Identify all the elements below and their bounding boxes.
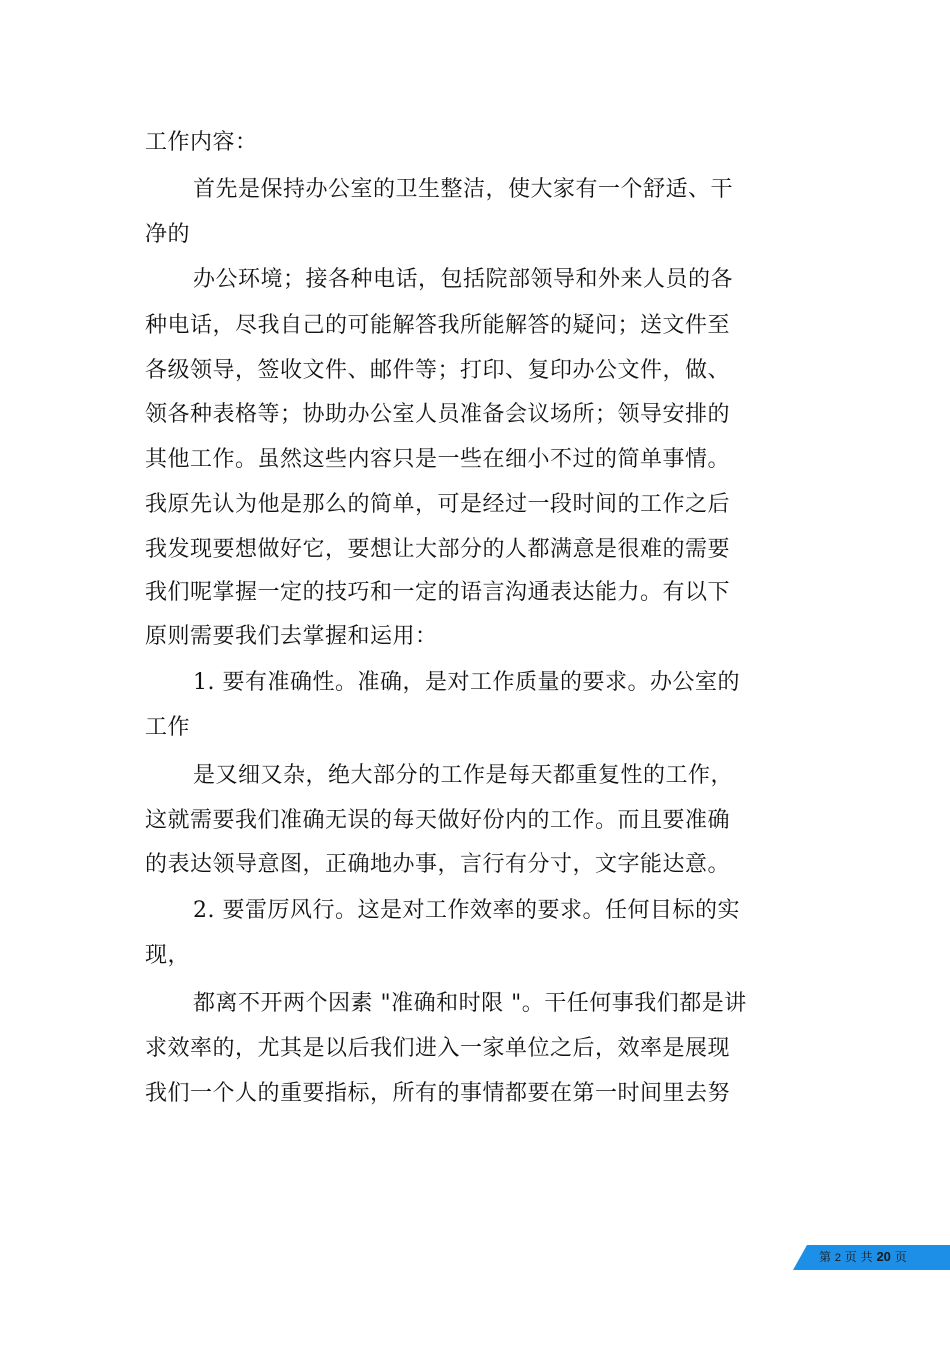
text-line: 这就需要我们准确无误的每天做好份内的工作。而且要准确 — [145, 808, 731, 833]
text-line: 工作内容： — [145, 130, 258, 155]
total-pages-number: 20 — [876, 1249, 891, 1264]
text-line: 办公环境；接各种电话，包括院部领导和外来人员的各 — [193, 267, 734, 292]
text-line: 我们一个人的重要指标，所有的事情都要在第一时间里去努 — [145, 1081, 731, 1106]
text-line: 领各种表格等；协助办公室人员准备会议场所；领导安排的 — [145, 402, 731, 427]
text-line: 我们呢掌握一定的技巧和一定的语言沟通表达能力。有以下 — [145, 580, 731, 605]
text-line: 首先是保持办公室的卫生整洁，使大家有一个舒适、干 — [193, 177, 734, 202]
text-line: 各级领导，签收文件、邮件等；打印、复印办公文件，做、 — [145, 358, 731, 383]
text-line: 是又细又杂，绝大部分的工作是每天都重复性的工作， — [193, 763, 734, 788]
page-number-footer — [793, 1245, 950, 1270]
text-line: 2. 要雷厉风行。这是对工作效率的要求。任何目标的实 — [193, 898, 740, 923]
page-middle-text: 页 共 — [844, 1250, 873, 1264]
text-line: 其他工作。虽然这些内容只是一些在细小不过的简单事情。 — [145, 447, 731, 472]
text-line: 现， — [145, 943, 191, 968]
text-line: 净的 — [145, 222, 191, 247]
text-line: 种电话，尽我自己的可能解答我所能解答的疑问；送文件至 — [145, 313, 731, 338]
text-line: 我发现要想做好它，要想让大部分的人都满意是很难的需要 — [145, 537, 731, 562]
text-line: 1. 要有准确性。准确，是对工作质量的要求。办公室的 — [193, 670, 740, 695]
text-line: 我原先认为他是那么的简单，可是经过一段时间的工作之后 — [145, 492, 731, 517]
text-line: 求效率的，尤其是以后我们进入一家单位之后，效率是展现 — [145, 1036, 731, 1061]
page-suffix: 页 — [894, 1250, 907, 1264]
text-line: 的表达领导意图，正确地办事，言行有分寸，文字能达意。 — [145, 852, 731, 877]
page-number-label — [819, 1249, 907, 1266]
current-page-number: 2 — [834, 1252, 841, 1264]
page-prefix: 第 — [819, 1250, 832, 1264]
text-line: 都离不开两个因素 "准确和时限 "。干任何事我们都是讲 — [193, 991, 747, 1016]
text-line: 工作 — [145, 715, 191, 740]
text-line: 原则需要我们去掌握和运用： — [145, 624, 438, 649]
